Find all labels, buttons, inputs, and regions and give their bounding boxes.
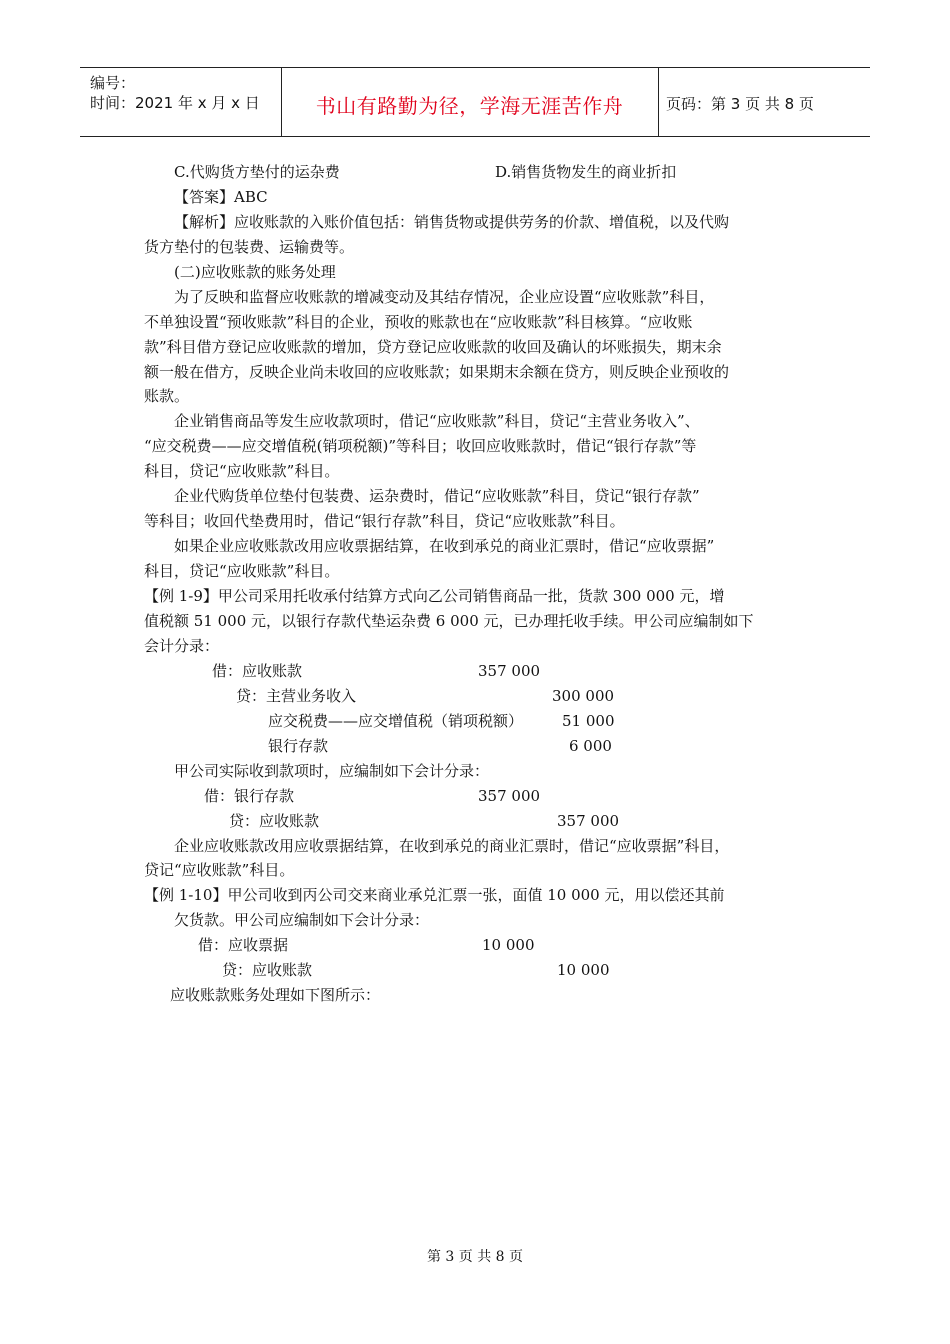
paragraph-line: 贷记“应收账款”科目。 <box>144 861 295 879</box>
document-number-label: 编号： <box>90 74 136 92</box>
example-line: 【例 1-10】甲公司收到丙公司交来商业承兑汇票一张，面值 10 000 元，用以偿还其前 <box>144 886 725 904</box>
paragraph-line: 企业销售商品等发生应收款项时，借记“应收账款”科目，贷记“主营业务收入”、 <box>174 412 700 430</box>
paragraph-line: 甲公司实际收到款项时，应编制如下会计分录： <box>174 762 490 780</box>
section-title: (二)应收账款的账务处理 <box>174 263 336 281</box>
paragraph-line: 企业应收账款改用应收票据结算，在收到承兑的商业汇票时，借记“应收票据”科目， <box>174 837 730 855</box>
analysis-line: 【解析】应收账款的入账价值包括：销售货物或提供劳务的价款、增值税，以及代购 <box>174 213 730 231</box>
header-meta-cell <box>80 68 282 136</box>
journal-credit: 银行存款 <box>268 737 329 755</box>
example-line: 会计分录： <box>144 637 220 655</box>
paragraph-line: 等科目；收回代垫费用时，借记“银行存款”科目，贷记“应收账款”科目。 <box>144 512 625 530</box>
journal-debit: 借：银行存款 <box>204 787 295 805</box>
page-footer: 第 3 页 共 8 页 <box>426 1249 524 1265</box>
journal-amount: 6 000 <box>569 737 612 755</box>
header-motto-cell <box>281 68 659 136</box>
header-page-info: 页码：第 3 页 共 8 页 <box>666 95 814 113</box>
paragraph-line: 科目，贷记“应收账款”科目。 <box>144 462 340 480</box>
journal-credit: 贷：主营业务收入 <box>236 687 357 705</box>
paragraph-line: 额一般在借方，反映企业尚未收回的应收账款；如果期末余额在贷方，则反映企业预收的 <box>144 363 730 381</box>
example-line: 欠货款。甲公司应编制如下会计分录： <box>174 911 430 929</box>
journal-credit: 应交税费——应交增值税（销项税额） <box>268 712 524 730</box>
paragraph-line: 应收账款账务处理如下图所示： <box>170 986 381 1004</box>
paragraph-line: 如果企业应收账款改用应收票据结算，在收到承兑的商业汇票时，借记“应收票据” <box>174 537 715 555</box>
journal-amount: 10 000 <box>557 961 610 979</box>
paragraph-line: 不单独设置“预收账款”科目的企业，预收的账款也在“应收账款”科目核算。“应收账 <box>144 313 693 331</box>
document-date-label: 时间：2021 年 x 月 x 日 <box>90 94 260 112</box>
example-line: 【例 1-9】甲公司采用托收承付结算方式向乙公司销售商品一批，货款 300 000 元，增 <box>144 587 725 605</box>
paragraph-line: 科目，贷记“应收账款”科目。 <box>144 562 340 580</box>
journal-amount: 10 000 <box>482 936 535 954</box>
journal-credit: 贷：应收账款 <box>222 961 313 979</box>
paragraph-line: 款”科目借方登记应收账款的增加，贷方登记应收账款的收回及确认的坏账损失，期末余 <box>144 338 722 356</box>
paragraph-line: 账款。 <box>144 387 190 405</box>
example-line: 值税额 51 000 元，以银行存款代垫运杂费 6 000 元，已办理托收手续。甲公司应编制如下 <box>144 612 754 630</box>
header-page-cell <box>658 68 870 136</box>
journal-amount: 357 000 <box>557 812 620 830</box>
journal-amount: 357 000 <box>478 787 541 805</box>
journal-debit: 借：应收票据 <box>198 936 289 954</box>
option-c: C.代购货方垫付的运杂费 <box>174 163 340 181</box>
option-d: D.销售货物发生的商业折扣 <box>495 163 677 181</box>
answer-line: 【答案】ABC <box>174 188 268 206</box>
paragraph-line: 为了反映和监督应收账款的增减变动及其结存情况，企业应设置“应收账款”科目， <box>174 288 715 306</box>
journal-credit: 贷：应收账款 <box>229 812 320 830</box>
journal-amount: 357 000 <box>478 662 541 680</box>
journal-amount: 51 000 <box>562 712 615 730</box>
analysis-line: 货方垫付的包装费、运输费等。 <box>144 238 355 256</box>
journal-debit: 借：应收账款 <box>212 662 303 680</box>
journal-amount: 300 000 <box>552 687 615 705</box>
header-motto: 书山有路勤为径，学海无涯苦作舟 <box>315 94 624 118</box>
page-header <box>80 67 870 137</box>
paragraph-line: “应交税费——应交增值税(销项税额)”等科目；收回应收账款时，借记“银行存款”等 <box>144 437 697 455</box>
paragraph-line: 企业代购货单位垫付包装费、运杂费时，借记“应收账款”科目，贷记“银行存款” <box>174 487 700 505</box>
